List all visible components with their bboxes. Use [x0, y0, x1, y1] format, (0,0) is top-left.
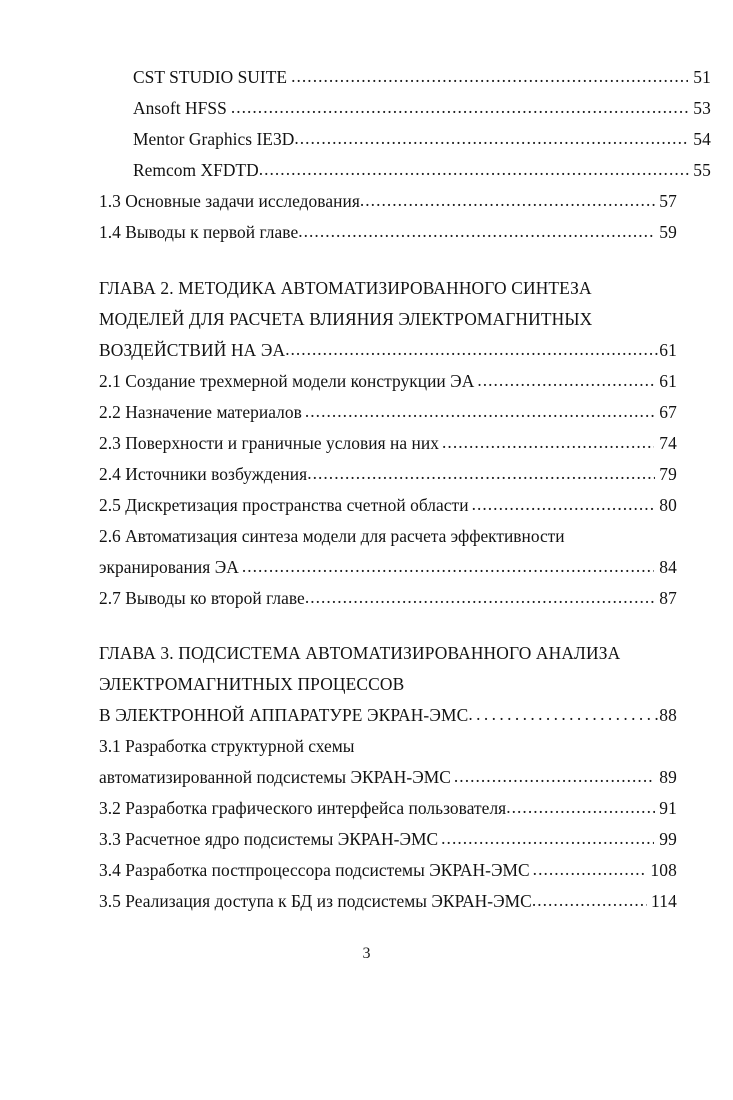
toc-entry-page: 80 [659, 495, 677, 515]
toc-entry-title: 2.4 Источники возбуждения [99, 464, 308, 484]
toc-entry[interactable] [99, 428, 677, 459]
toc-entry-title: ВОЗДЕЙСТВИЙ НА ЭА [99, 340, 286, 360]
dot-leader [291, 61, 688, 92]
toc-entry-wrapped-first-line[interactable]: 3.1 Разработка структурной схемы [99, 736, 355, 756]
toc-entry[interactable] [99, 824, 677, 855]
table-of-contents [99, 62, 711, 917]
toc-entry-title: экранирования ЭА [99, 557, 239, 577]
chapter-heading-line: ГЛАВА 2. МЕТОДИКА АВТОМАТИЗИРОВАННОГО СИНТЕЗА [99, 278, 592, 298]
chapter-heading-line: ЭЛЕКТРОМАГНИТНЫХ ПРОЦЕССОВ [99, 674, 405, 694]
dot-leader [307, 458, 655, 489]
toc-entry-page: 108 [650, 860, 677, 880]
toc-entry[interactable] [99, 124, 711, 155]
page-number: 3 [362, 945, 371, 962]
toc-entry[interactable] [99, 459, 677, 490]
toc-entry-page: 54 [693, 129, 711, 149]
dot-leader [454, 761, 654, 792]
toc-entry-wrapped-second-line[interactable] [99, 552, 677, 583]
dot-leader [472, 489, 655, 520]
toc-entry-page: 99 [659, 829, 677, 849]
dot-leader [298, 216, 655, 247]
toc-entry-page: 88 [659, 705, 677, 725]
toc-entry[interactable] [99, 93, 711, 124]
chapter-heading-line: ГЛАВА 3. ПОДСИСТЕМА АВТОМАТИЗИРОВАННОГО АНАЛИЗА [99, 643, 621, 663]
toc-entry-title: Remcom XFDTD [133, 160, 259, 180]
toc-entry-page: 87 [659, 588, 677, 608]
dot-leader [285, 334, 659, 365]
toc-entry-page: 114 [650, 891, 677, 911]
toc-entry-title: 1.4 Выводы к первой главе [99, 222, 299, 242]
dot-leader [305, 396, 654, 427]
dot-leader [231, 92, 688, 123]
dot-leader [305, 582, 655, 613]
dot-leader [360, 185, 655, 216]
toc-entry[interactable] [99, 793, 677, 824]
toc-entry-title: 2.2 Назначение материалов [99, 402, 302, 422]
dot-leader [533, 854, 646, 885]
dot-leader [468, 699, 659, 730]
toc-entry-chapter-3[interactable] [99, 700, 677, 731]
toc-entry-page: 53 [693, 98, 711, 118]
dot-leader [242, 551, 654, 582]
toc-entry[interactable] [99, 366, 677, 397]
section-spacer [99, 614, 677, 638]
toc-entry[interactable] [99, 155, 711, 186]
toc-entry[interactable] [99, 186, 677, 217]
toc-entry-page: 74 [659, 433, 677, 453]
toc-entry-page: 89 [659, 767, 677, 787]
dot-leader [532, 885, 647, 916]
toc-entry[interactable] [99, 217, 677, 248]
toc-entry[interactable] [99, 886, 677, 917]
toc-entry-title: Mentor Graphics IE3D [133, 129, 295, 149]
toc-entry-title: CST STUDIO SUITE [133, 67, 288, 87]
toc-entry-title: 2.1 Создание трехмерной модели конструкции ЭА [99, 371, 475, 391]
dot-leader [259, 154, 689, 185]
toc-entry-page: 91 [659, 798, 677, 818]
dot-leader [442, 427, 654, 458]
section-spacer [99, 248, 677, 273]
toc-entry-title: 3.3 Расчетное ядро подсистемы ЭКРАН-ЭМС [99, 829, 439, 849]
toc-entry-page: 59 [659, 222, 677, 242]
toc-entry-title: 3.4 Разработка постпроцессора подсистемы ЭКРАН-ЭМС [99, 860, 530, 880]
toc-entry-page: 84 [659, 557, 677, 577]
toc-entry-page: 79 [659, 464, 677, 484]
toc-entry-page: 61 [659, 340, 677, 360]
toc-entry-chapter-2[interactable] [99, 335, 677, 366]
dot-leader [506, 792, 655, 823]
toc-entry[interactable] [99, 855, 677, 886]
toc-entry-page: 57 [659, 191, 677, 211]
toc-entry-wrapped-second-line[interactable] [99, 762, 677, 793]
toc-entry-title: 2.7 Выводы ко второй главе [99, 588, 305, 608]
toc-entry[interactable] [99, 397, 677, 428]
toc-entry[interactable] [99, 490, 677, 521]
toc-entry-page: 55 [693, 160, 711, 180]
toc-entry-title: 1.3 Основные задачи исследования [99, 191, 360, 211]
toc-entry-title: В ЭЛЕКТРОННОЙ АППАРАТУРЕ ЭКРАН-ЭМС [99, 705, 469, 725]
toc-entry-title: 2.5 Дискретизация пространства счетной области [99, 495, 469, 515]
toc-entry-title: 2.3 Поверхности и граничные условия на них [99, 433, 440, 453]
toc-entry-title: 3.5 Реализация доступа к БД из подсистемы ЭКРАН-ЭМС [99, 891, 532, 911]
toc-entry[interactable] [99, 583, 677, 614]
chapter-heading-line: МОДЕЛЕЙ ДЛЯ РАСЧЕТА ВЛИЯНИЯ ЭЛЕКТРОМАГНИТНЫХ [99, 309, 593, 329]
toc-entry-title: Ansoft HFSS [133, 98, 227, 118]
toc-entry-page: 51 [693, 67, 711, 87]
dot-leader [294, 123, 689, 154]
dot-leader [441, 823, 654, 854]
toc-entry-wrapped-first-line[interactable]: 2.6 Автоматизация синтеза модели для расчета эффективности [99, 526, 565, 546]
toc-entry-title: 3.2 Разработка графического интерфейса пользователя [99, 798, 507, 818]
toc-entry[interactable] [99, 62, 711, 93]
toc-entry-page: 61 [659, 371, 677, 391]
dot-leader [477, 365, 654, 396]
toc-entry-page: 67 [659, 402, 677, 422]
toc-entry-title: автоматизированной подсистемы ЭКРАН-ЭМС [99, 767, 451, 787]
